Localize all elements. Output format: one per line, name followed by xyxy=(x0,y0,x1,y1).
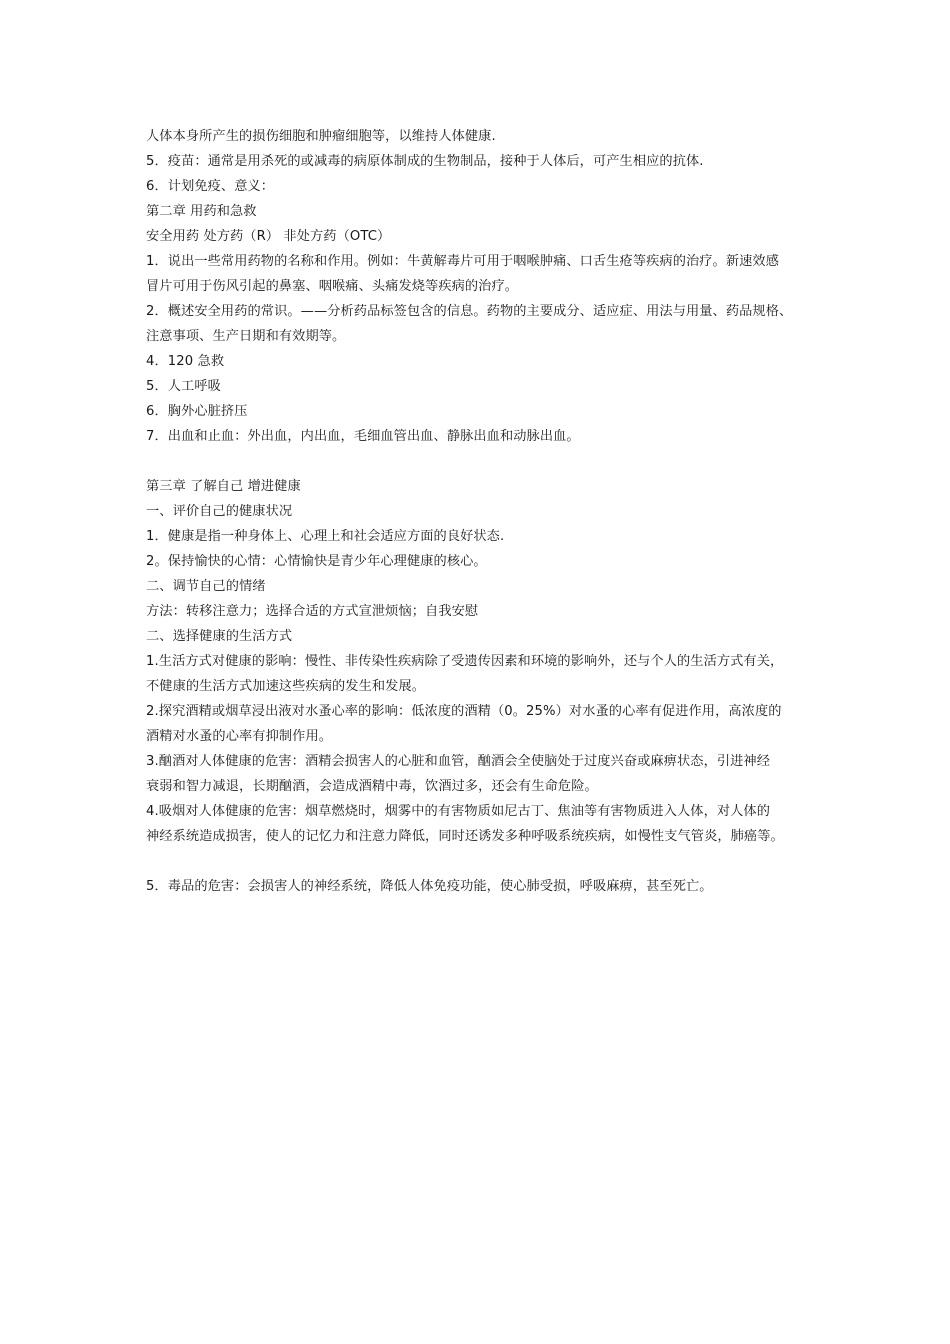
text-line: 不健康的生活方式加速这些疾病的发生和发展。 xyxy=(146,679,426,694)
text-line: 2.探究酒精或烟草浸出液对水蚤心率的影响：低浓度的酒精（0。25%）对水蚤的心率有促进作用，高浓度的 xyxy=(146,704,782,719)
text-line: 4．120 急救 xyxy=(146,354,225,369)
text-line: 注意事项、生产日期和有效期等。 xyxy=(146,329,346,344)
chapter-heading: 第三章 了解自己 增进健康 xyxy=(146,479,301,494)
text-line: 7．出血和止血：外出血，内出血，毛细血管出血、静脉出血和动脉出血。 xyxy=(146,429,580,444)
text-line: 1．说出一些常用药物的名称和作用。例如：牛黄解毒片可用于咽喉肿痛、口舌生疮等疾病的治疗。新速效感 xyxy=(146,254,779,269)
text-line: 衰弱和智力减退，长期酗酒，会造成酒精中毒，饮酒过多，还会有生命危险。 xyxy=(146,779,598,794)
text-line: 方法：转移注意力；选择合适的方式宣泄烦恼；自我安慰 xyxy=(146,604,479,619)
section-heading: 一、评价自己的健康状况 xyxy=(146,504,293,519)
text-line: 冒片可用于伤风引起的鼻塞、咽喉痛、头痛发烧等疾病的治疗。 xyxy=(146,279,519,294)
text-line: 5．人工呼吸 xyxy=(146,379,221,394)
text-line: 6．胸外心脏挤压 xyxy=(146,404,248,419)
text-line: 5．毒品的危害：会损害人的神经系统，降低人体免疫功能，使心肺受损，呼吸麻痹，甚至死亡。 xyxy=(146,879,713,894)
text-line: 人体本身所产生的损伤细胞和肿瘤细胞等，以维持人体健康. xyxy=(146,129,496,144)
text-line: 1．健康是指一种身体上、心理上和社会适应方面的良好状态. xyxy=(146,529,505,544)
text-line: 2．概述安全用药的常识。——分析药品标签包含的信息。药物的主要成分、适应症、用法与用量、药品规格、 xyxy=(146,304,793,319)
text-line: 酒精对水蚤的心率有抑制作用。 xyxy=(146,729,333,744)
chapter-heading: 第二章 用药和急救 xyxy=(146,204,257,219)
text-line: 3.酗酒对人体健康的危害：酒精会损害人的心脏和血管，酗酒会全使脑处于过度兴奋或麻痹状态，引进神经 xyxy=(146,754,771,769)
text-line: 2。保持愉快的心情：心情愉快是青少年心理健康的核心。 xyxy=(146,554,487,569)
text-line: 4.吸烟对人体健康的危害：烟草燃烧时，烟雾中的有害物质如尼古丁、焦油等有害物质进入人体，对人体的 xyxy=(146,804,771,819)
section-heading: 二、选择健康的生活方式 xyxy=(146,629,293,644)
text-line: 1.生活方式对健康的影响：慢性、非传染性疾病除了受遗传因素和环境的影响外，还与个人的生活方式有关， xyxy=(146,654,784,669)
blank-line xyxy=(146,449,816,474)
text-line: 神经系统造成损害，使人的记忆力和注意力降低，同时还诱发多种呼吸系统疾病，如慢性支气管炎，肺癌等。 xyxy=(146,829,784,844)
section-heading: 二、调节自己的情绪 xyxy=(146,579,266,594)
text-line: 6．计划免疫、意义： xyxy=(146,179,275,194)
text-line: 安全用药 处方药（R） 非处方药（OTC） xyxy=(146,229,391,244)
text-line: 5．疫苗：通常是用杀死的或减毒的病原体制成的生物制品，接种于人体后，可产生相应的抗体. xyxy=(146,154,704,169)
blank-line xyxy=(146,849,816,874)
document-body xyxy=(146,124,816,899)
